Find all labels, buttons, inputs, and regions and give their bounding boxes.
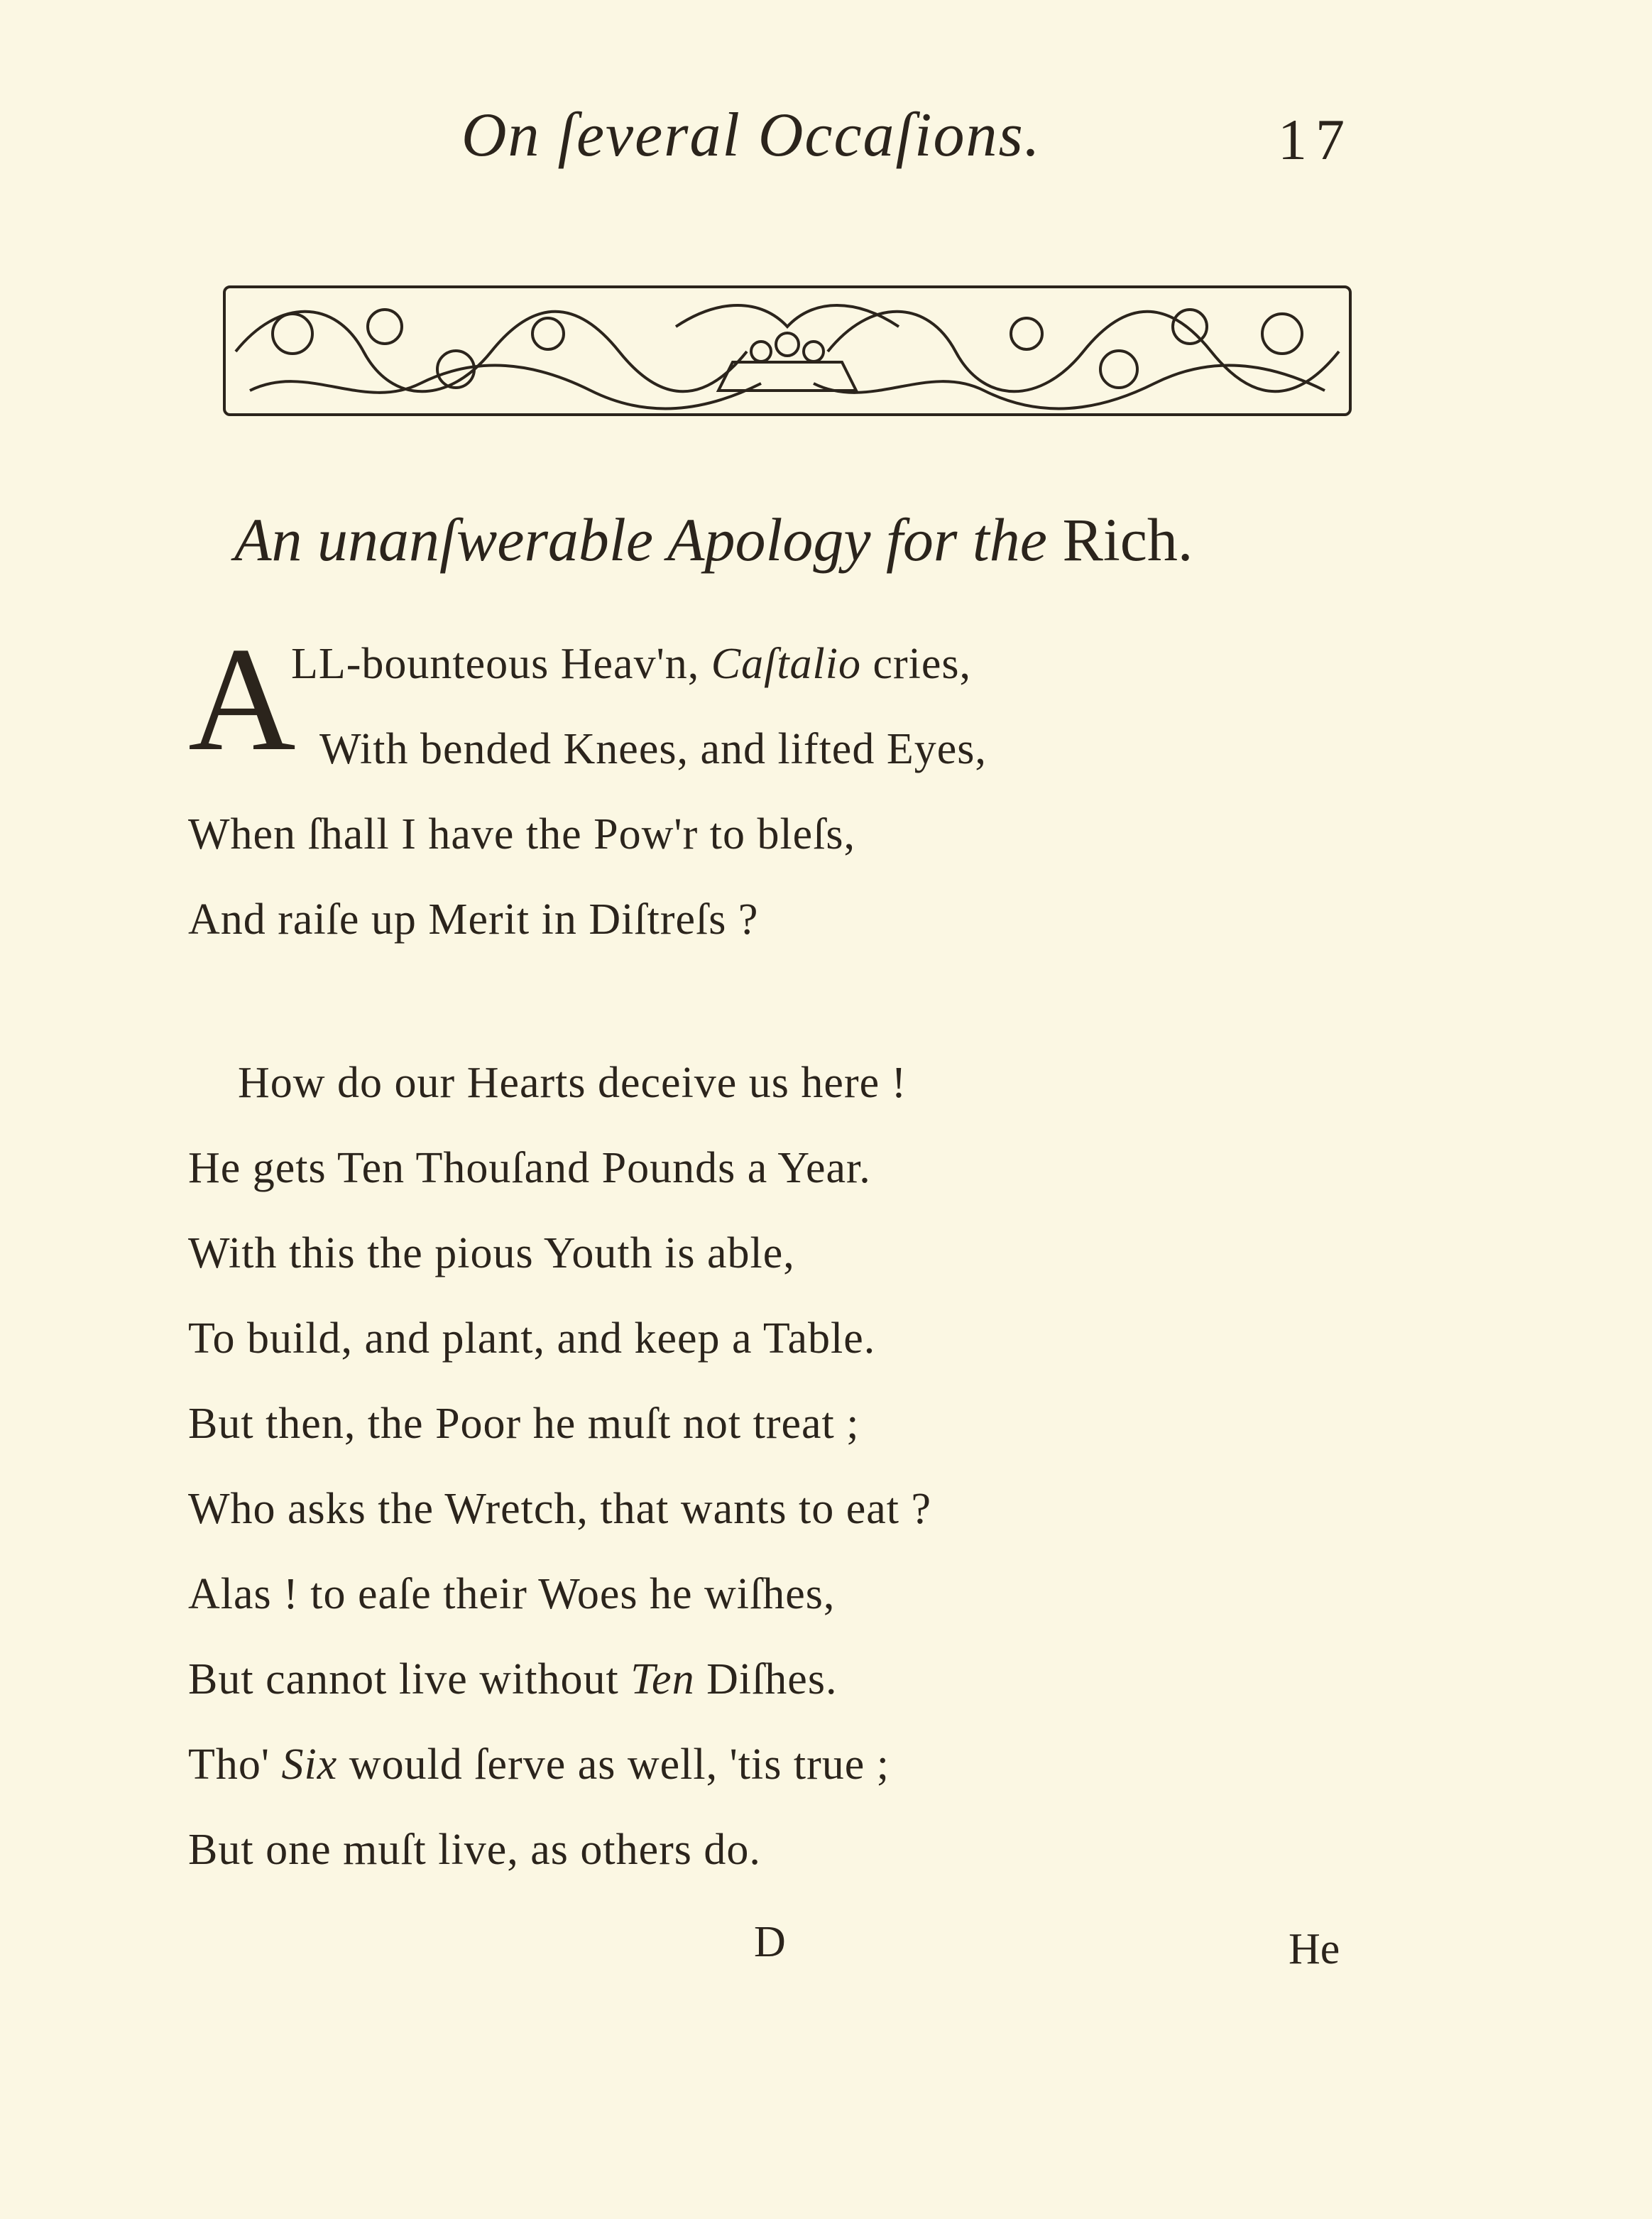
verse-line: Alas ! to eaſe their Woes he wiſhes, xyxy=(188,1570,836,1618)
floral-scroll-headpiece-icon xyxy=(221,284,1353,418)
verse-line xyxy=(291,639,971,689)
verse-line: But then, the Poor he muſt not treat ; xyxy=(188,1400,860,1448)
verse-italic: Six xyxy=(281,1740,338,1789)
verse-line: To build, and plant, and keep a Table. xyxy=(188,1314,876,1363)
verse-line: With bended Knees, and lifted Eyes, xyxy=(319,725,987,773)
verse-line: Who asks the Wretch, that wants to eat ? xyxy=(188,1485,931,1533)
verse-text: But cannot live without xyxy=(188,1655,619,1703)
page-number: 17 xyxy=(1278,107,1353,172)
verse-italic: Ten xyxy=(630,1655,695,1703)
verse-text: LL-bounteous Heav'n, xyxy=(291,640,700,688)
verse-text: cries, xyxy=(873,640,972,688)
poem-title xyxy=(234,504,1193,575)
verse-line: But one muſt live, as others do. xyxy=(188,1826,761,1874)
poem-title-roman: Rich. xyxy=(1062,506,1193,574)
drop-cap: A xyxy=(188,617,296,782)
verse-line: He gets Ten Thouſand Pounds a Year. xyxy=(188,1144,871,1192)
verse-italic: Caſtalio xyxy=(711,640,862,688)
poem-title-italic: An unanſwerable Apology for the xyxy=(234,506,1047,574)
verse-line: With this the pious Youth is able, xyxy=(188,1229,795,1277)
verse-line: How do our Hearts deceive us here ! xyxy=(238,1059,907,1107)
verse-line: When ſhall I have the Pow'r to bleſs, xyxy=(188,810,856,858)
running-head: On ſeveral Occaſions. xyxy=(461,101,1041,170)
verse-line xyxy=(188,1654,837,1705)
verse-text: would ſerve as well, 'tis true ; xyxy=(349,1740,890,1789)
verse-line: And raiſe up Merit in Diſtreſs ? xyxy=(188,895,759,944)
verse-line xyxy=(188,1740,890,1790)
verse-text: Tho' xyxy=(188,1740,270,1789)
signature-mark: D xyxy=(754,1918,786,1966)
verse-text: Diſhes. xyxy=(706,1655,838,1703)
catchword: He xyxy=(1289,1925,1340,1973)
